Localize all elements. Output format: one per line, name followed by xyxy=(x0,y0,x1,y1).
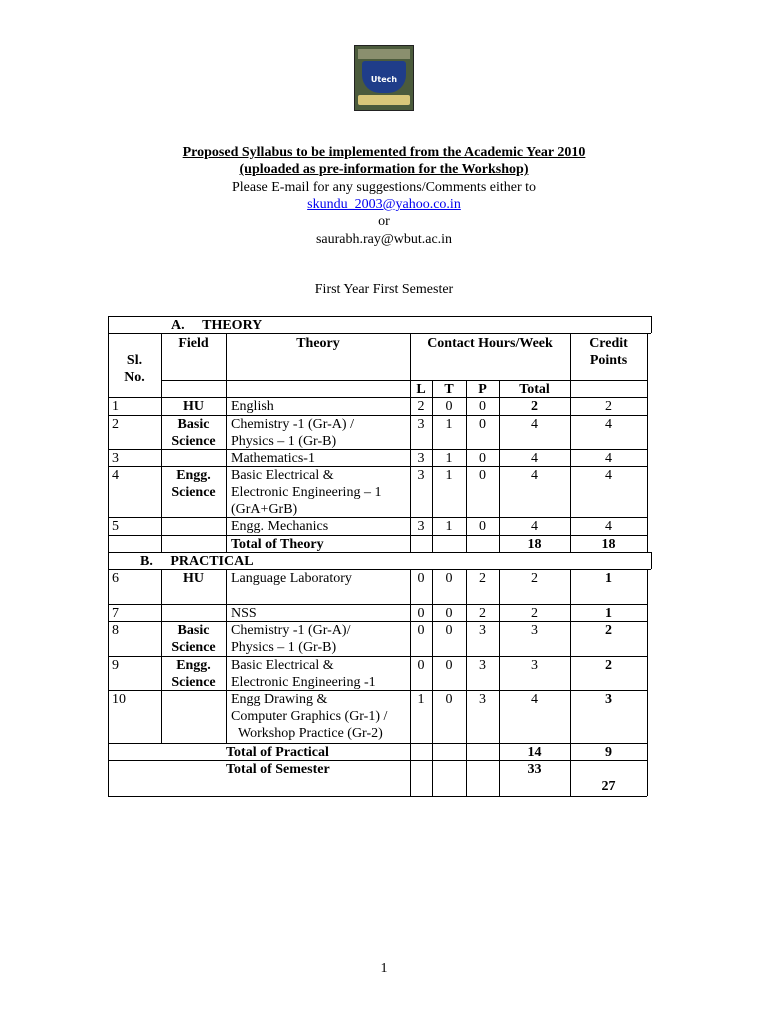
table-rule xyxy=(161,380,647,381)
email-link-1[interactable]: skundu_2003@yahoo.co.in xyxy=(307,197,461,212)
cell-sl: 7 xyxy=(112,606,119,621)
cell-credit: 4 xyxy=(605,519,612,534)
cell-sl: 5 xyxy=(112,519,119,534)
cell-subject: Engg Drawing & xyxy=(231,692,328,707)
total-theory-hours: 18 xyxy=(527,537,542,552)
cell-field: Engg. xyxy=(176,658,211,673)
cell-credit: 2 xyxy=(605,658,612,673)
cell-field: Science xyxy=(171,434,216,449)
cell-total: 3 xyxy=(531,658,538,673)
total-practical-credit: 9 xyxy=(605,745,612,760)
semester-heading: First Year First Semester xyxy=(314,282,454,297)
request-text: Please E-mail for any suggestions/Comments either to xyxy=(231,180,537,195)
cell-total: 4 xyxy=(531,451,538,466)
cell-field: Engg. xyxy=(176,468,211,483)
cell-t: 1 xyxy=(445,417,453,432)
header-theory: Theory xyxy=(296,336,340,351)
cell-credit: 4 xyxy=(605,417,612,432)
section-theory-title: A. THEORY xyxy=(171,318,263,333)
cell-subject: NSS xyxy=(231,606,257,621)
cell-sl: 10 xyxy=(112,692,126,707)
cell-field: Science xyxy=(171,485,216,500)
cell-field: Basic xyxy=(177,623,210,638)
table-rule xyxy=(651,552,652,569)
cell-field: Basic xyxy=(177,417,210,432)
cell-credit: 2 xyxy=(605,399,612,414)
cell-p: 0 xyxy=(479,451,486,466)
table-rule xyxy=(647,333,648,552)
table-rule xyxy=(108,316,109,796)
cell-credit: 4 xyxy=(605,451,612,466)
table-rule xyxy=(226,535,227,552)
cell-subject: Chemistry -1 (Gr-A)/ xyxy=(231,623,351,638)
table-rule xyxy=(161,535,162,552)
cell-t: 0 xyxy=(445,623,453,638)
cell-subject: Computer Graphics (Gr-1) / xyxy=(231,709,388,724)
cell-subject: Electronic Engineering -1 xyxy=(231,675,376,690)
header-credit: Points xyxy=(589,353,628,368)
cell-p: 3 xyxy=(479,658,486,673)
cell-t: 1 xyxy=(445,451,453,466)
cell-t: 0 xyxy=(445,571,453,586)
cell-total: 2 xyxy=(531,399,538,414)
or-text: or xyxy=(378,214,390,229)
cell-t: 0 xyxy=(445,399,453,414)
cell-subject: Electronic Engineering – 1 xyxy=(231,485,382,500)
total-semester-credit: 27 xyxy=(601,779,616,794)
cell-credit: 2 xyxy=(605,623,612,638)
cell-subject: Physics – 1 (Gr-B) xyxy=(231,434,337,449)
cell-subject: Chemistry -1 (Gr-A) / xyxy=(231,417,354,432)
cell-t: 1 xyxy=(445,468,453,483)
cell-l: 0 xyxy=(417,623,425,638)
cell-total: 4 xyxy=(531,468,538,483)
table-rule xyxy=(651,316,652,333)
cell-t: 0 xyxy=(445,692,453,707)
cell-l: 3 xyxy=(417,519,425,534)
header-total: Total xyxy=(519,382,550,397)
cell-p: 0 xyxy=(479,417,486,432)
cell-subject: (GrA+GrB) xyxy=(231,502,298,517)
cell-l: 3 xyxy=(417,417,425,432)
cell-subject: Engg. Mechanics xyxy=(231,519,329,534)
total-theory-label: Total of Theory xyxy=(231,537,324,552)
cell-sl: 8 xyxy=(112,623,119,638)
cell-p: 3 xyxy=(479,623,486,638)
cell-subject: Mathematics-1 xyxy=(231,451,315,466)
cell-field: HU xyxy=(183,399,204,414)
cell-total: 2 xyxy=(531,606,538,621)
total-theory-credit: 18 xyxy=(601,537,616,552)
header-contact-hours: Contact Hours/Week xyxy=(427,336,553,351)
table-rule xyxy=(647,569,648,796)
cell-subject: Workshop Practice (Gr-2) xyxy=(231,726,383,741)
header-sl: Sl. xyxy=(126,353,143,368)
header-t: T xyxy=(444,382,454,397)
cell-p: 2 xyxy=(479,606,486,621)
cell-total: 4 xyxy=(531,417,538,432)
cell-credit: 1 xyxy=(605,571,612,586)
cell-field: HU xyxy=(183,571,204,586)
header-sl: No. xyxy=(124,370,145,385)
cell-l: 0 xyxy=(417,658,425,673)
logo-text: Utech xyxy=(370,75,398,84)
cell-p: 0 xyxy=(479,468,486,483)
total-semester-hours: 33 xyxy=(527,762,542,777)
cell-subject: English xyxy=(231,399,274,414)
cell-t: 0 xyxy=(445,606,453,621)
cell-sl: 1 xyxy=(112,399,119,414)
cell-l: 1 xyxy=(417,692,425,707)
cell-credit: 1 xyxy=(605,606,612,621)
header-credit: Credit xyxy=(589,336,628,351)
cell-subject: Basic Electrical & xyxy=(231,468,334,483)
section-practical-title: B. PRACTICAL xyxy=(140,554,254,569)
table-rule xyxy=(108,796,647,797)
cell-subject: Physics – 1 (Gr-B) xyxy=(231,640,337,655)
page-number: 1 xyxy=(380,961,388,976)
cell-l: 2 xyxy=(417,399,425,414)
cell-p: 0 xyxy=(479,519,486,534)
email-text-2: saurabh.ray@wbut.ac.in xyxy=(315,232,453,247)
cell-sl: 4 xyxy=(112,468,119,483)
cell-total: 4 xyxy=(531,692,538,707)
page-title: Proposed Syllabus to be implemented from the Academic Year 2010 xyxy=(182,145,586,160)
cell-l: 3 xyxy=(417,468,425,483)
cell-total: 4 xyxy=(531,519,538,534)
cell-l: 0 xyxy=(417,571,425,586)
cell-sl: 6 xyxy=(112,571,119,586)
cell-credit: 4 xyxy=(605,468,612,483)
cell-l: 0 xyxy=(417,606,425,621)
cell-credit: 3 xyxy=(605,692,612,707)
cell-p: 0 xyxy=(479,399,486,414)
header-l: L xyxy=(416,382,426,397)
table-rule xyxy=(226,333,227,535)
page-subtitle: (uploaded as pre-information for the Workshop) xyxy=(239,162,529,177)
header-field: Field xyxy=(178,336,209,351)
total-practical-label: Total of Practical xyxy=(226,745,329,760)
cell-t: 0 xyxy=(445,658,453,673)
header-p: P xyxy=(478,382,487,397)
cell-sl: 9 xyxy=(112,658,119,673)
total-semester-label: Total of Semester xyxy=(226,762,330,777)
cell-total: 2 xyxy=(531,571,538,586)
cell-field: Science xyxy=(171,640,216,655)
cell-subject: Language Laboratory xyxy=(231,571,352,586)
cell-subject: Basic Electrical & xyxy=(231,658,334,673)
total-practical-hours: 14 xyxy=(527,745,542,760)
cell-l: 3 xyxy=(417,451,425,466)
cell-sl: 3 xyxy=(112,451,119,466)
cell-p: 3 xyxy=(479,692,486,707)
cell-sl: 2 xyxy=(112,417,119,432)
cell-p: 2 xyxy=(479,571,486,586)
cell-field: Science xyxy=(171,675,216,690)
cell-total: 3 xyxy=(531,623,538,638)
cell-t: 1 xyxy=(445,519,453,534)
